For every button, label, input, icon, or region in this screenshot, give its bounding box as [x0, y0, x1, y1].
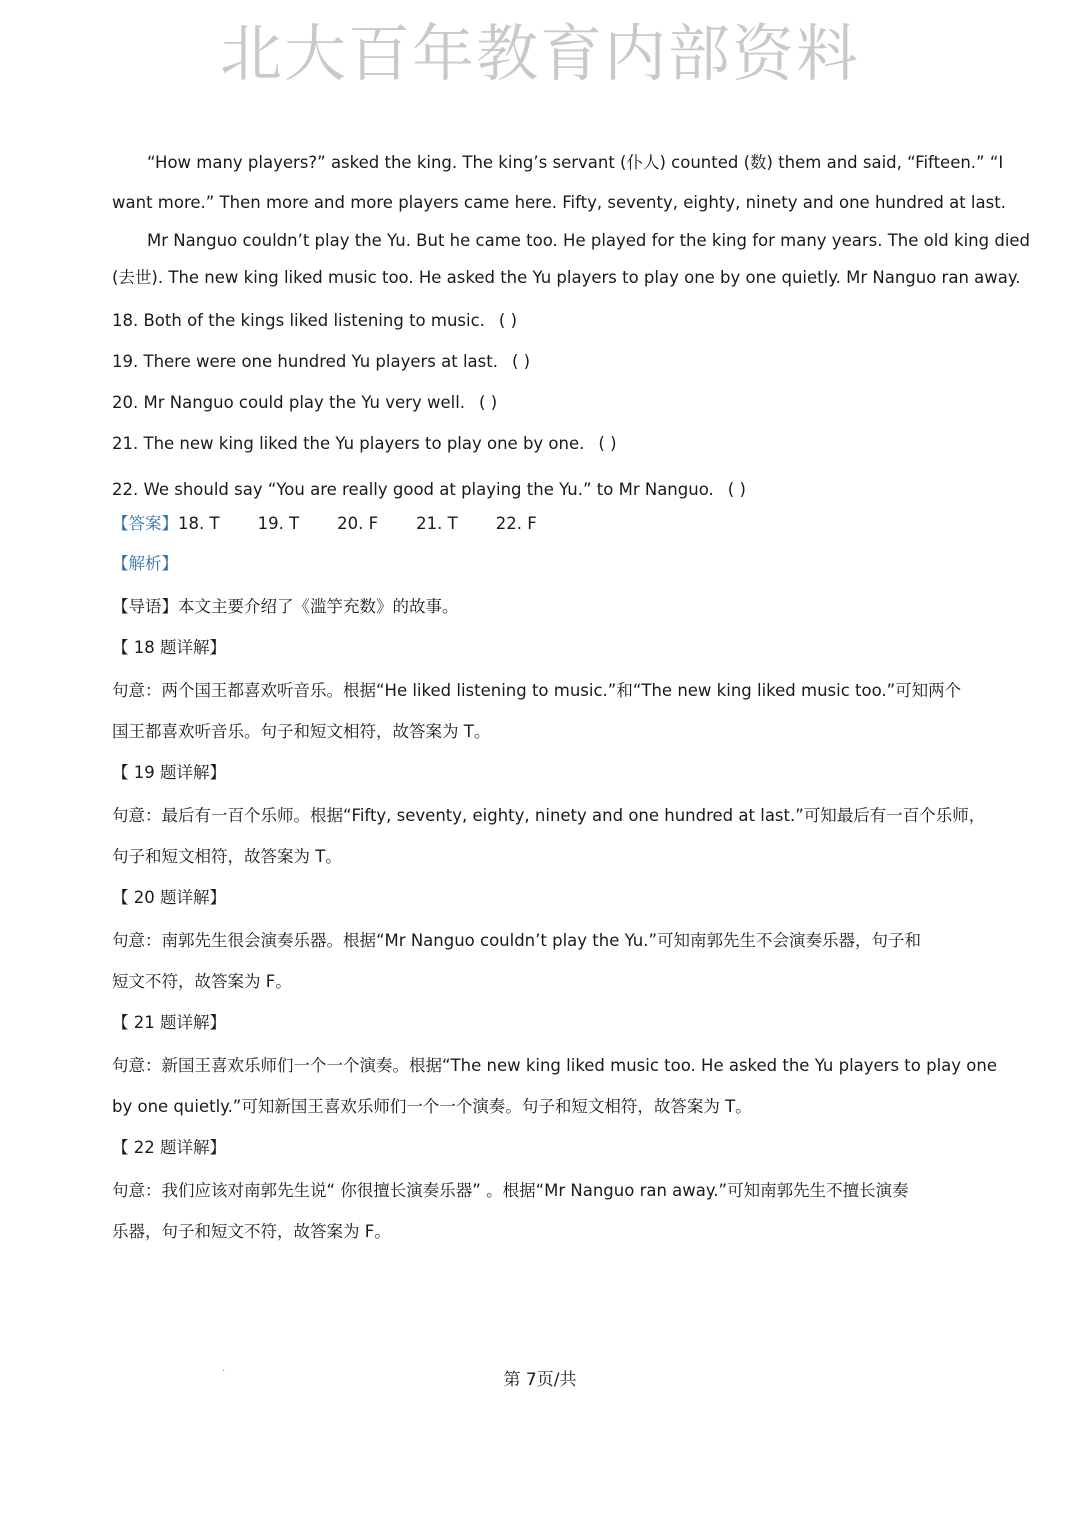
analysis-intro: 【导语】本文主要介绍了《滥竽充数》的故事。 — [112, 597, 459, 616]
footer-mark: · — [222, 1366, 226, 1377]
detail-line: 句意：南郭先生很会演奏乐器。根据“Mr Nanguo couldn’t play the Yu.”可知南郭先生不会演奏乐器，句子和 — [112, 931, 922, 950]
page-number: 第 7页/共 — [503, 1370, 577, 1390]
watermark-header: 北大百年教育内部资料 — [219, 17, 860, 90]
detail-line: 句意：两个国王都喜欢听音乐。根据“He liked listening to music.”和“The new king liked music too.”可知两个 — [112, 681, 962, 700]
detail-heading: 【 18 题详解】 — [112, 638, 226, 657]
answer-tag: 【答案】 — [112, 514, 178, 533]
question-text: 22. We should say “You are really good at playing the Yu.” to Mr Nanguo. — [112, 480, 714, 499]
question-list — [112, 300, 972, 510]
document-body — [112, 143, 1031, 1252]
detail-line: 句子和短文相符，故答案为 T。 — [112, 847, 342, 866]
detail-line: 国王都喜欢听音乐。句子和短文相符，故答案为 T。 — [112, 722, 491, 741]
question-text: 21. The new king liked the Yu players to play one by one. — [112, 434, 585, 453]
detail-section — [112, 1002, 997, 1127]
detail-line: 句意：新国王喜欢乐师们一个一个演奏。根据“The new king liked music too. He asked the Yu players to play one — [112, 1056, 997, 1075]
answer-blank: ( ) — [598, 434, 617, 453]
passage-line: “How many players?” asked the king. The king’s servant (仆人) counted (数) them and said, “Fifteen.” “I — [147, 153, 1004, 172]
passage-line: want more.” Then more and more players came here. Fifty, seventy, eighty, ninety and one hundred at last. — [112, 193, 1006, 212]
detail-line: 短文不符，故答案为 F。 — [112, 972, 292, 991]
detail-section — [112, 1127, 972, 1252]
detail-section — [112, 752, 986, 877]
passage-line: Mr Nanguo couldn’t play the Yu. But he came too. He played for the king for many years. The old king died — [147, 231, 1031, 250]
answer-item: 19. T — [257, 514, 300, 533]
answer-item: 22. F — [495, 514, 537, 533]
detail-line: 乐器，句子和短文不符，故答案为 F。 — [112, 1222, 391, 1241]
answer-blank: ( ) — [511, 352, 531, 371]
question-item — [112, 423, 972, 464]
question-text: 18. Both of the kings liked listening to music. — [112, 311, 485, 330]
question-item — [112, 300, 972, 341]
detail-section — [112, 627, 972, 752]
question-text: 19. There were one hundred Yu players at last. — [112, 352, 498, 371]
detail-heading: 【 22 题详解】 — [112, 1138, 226, 1157]
answer-row — [112, 506, 972, 542]
answer-blank: ( ) — [727, 480, 746, 499]
question-item — [112, 469, 972, 510]
answer-item: 18. T — [178, 514, 220, 533]
question-text: 20. Mr Nanguo could play the Yu very well. — [112, 393, 466, 412]
passage-line: (去世). The new king liked music too. He asked the Yu players to play one by one quietly. Mr Nanguo ran away. — [112, 268, 1021, 287]
answer-item: 20. F — [337, 514, 379, 533]
answer-item: 21. T — [416, 514, 458, 533]
question-item — [112, 341, 972, 382]
answer-blank: ( ) — [498, 311, 518, 330]
detail-section — [112, 877, 972, 1002]
detail-line: 句意：最后有一百个乐师。根据“Fifty, seventy, eighty, ninety and one hundred at last.”可知最后有一百个乐师， — [112, 806, 986, 825]
detail-heading: 【 21 题详解】 — [112, 1013, 226, 1032]
detail-heading: 【 20 题详解】 — [112, 888, 226, 907]
analysis-tag: 【解析】 — [112, 554, 178, 573]
detail-line: 句意：我们应该对南郭先生说“ 你很擅长演奏乐器” 。根据“Mr Nanguo ran away.”可知南郭先生不擅长演奏 — [112, 1181, 909, 1200]
detail-line: by one quietly.”可知新国王喜欢乐师们一个一个演奏。句子和短文相符，故答案为 T。 — [112, 1097, 752, 1116]
question-item — [112, 382, 972, 423]
detail-heading: 【 19 题详解】 — [112, 763, 226, 782]
answer-blank: ( ) — [479, 393, 498, 412]
